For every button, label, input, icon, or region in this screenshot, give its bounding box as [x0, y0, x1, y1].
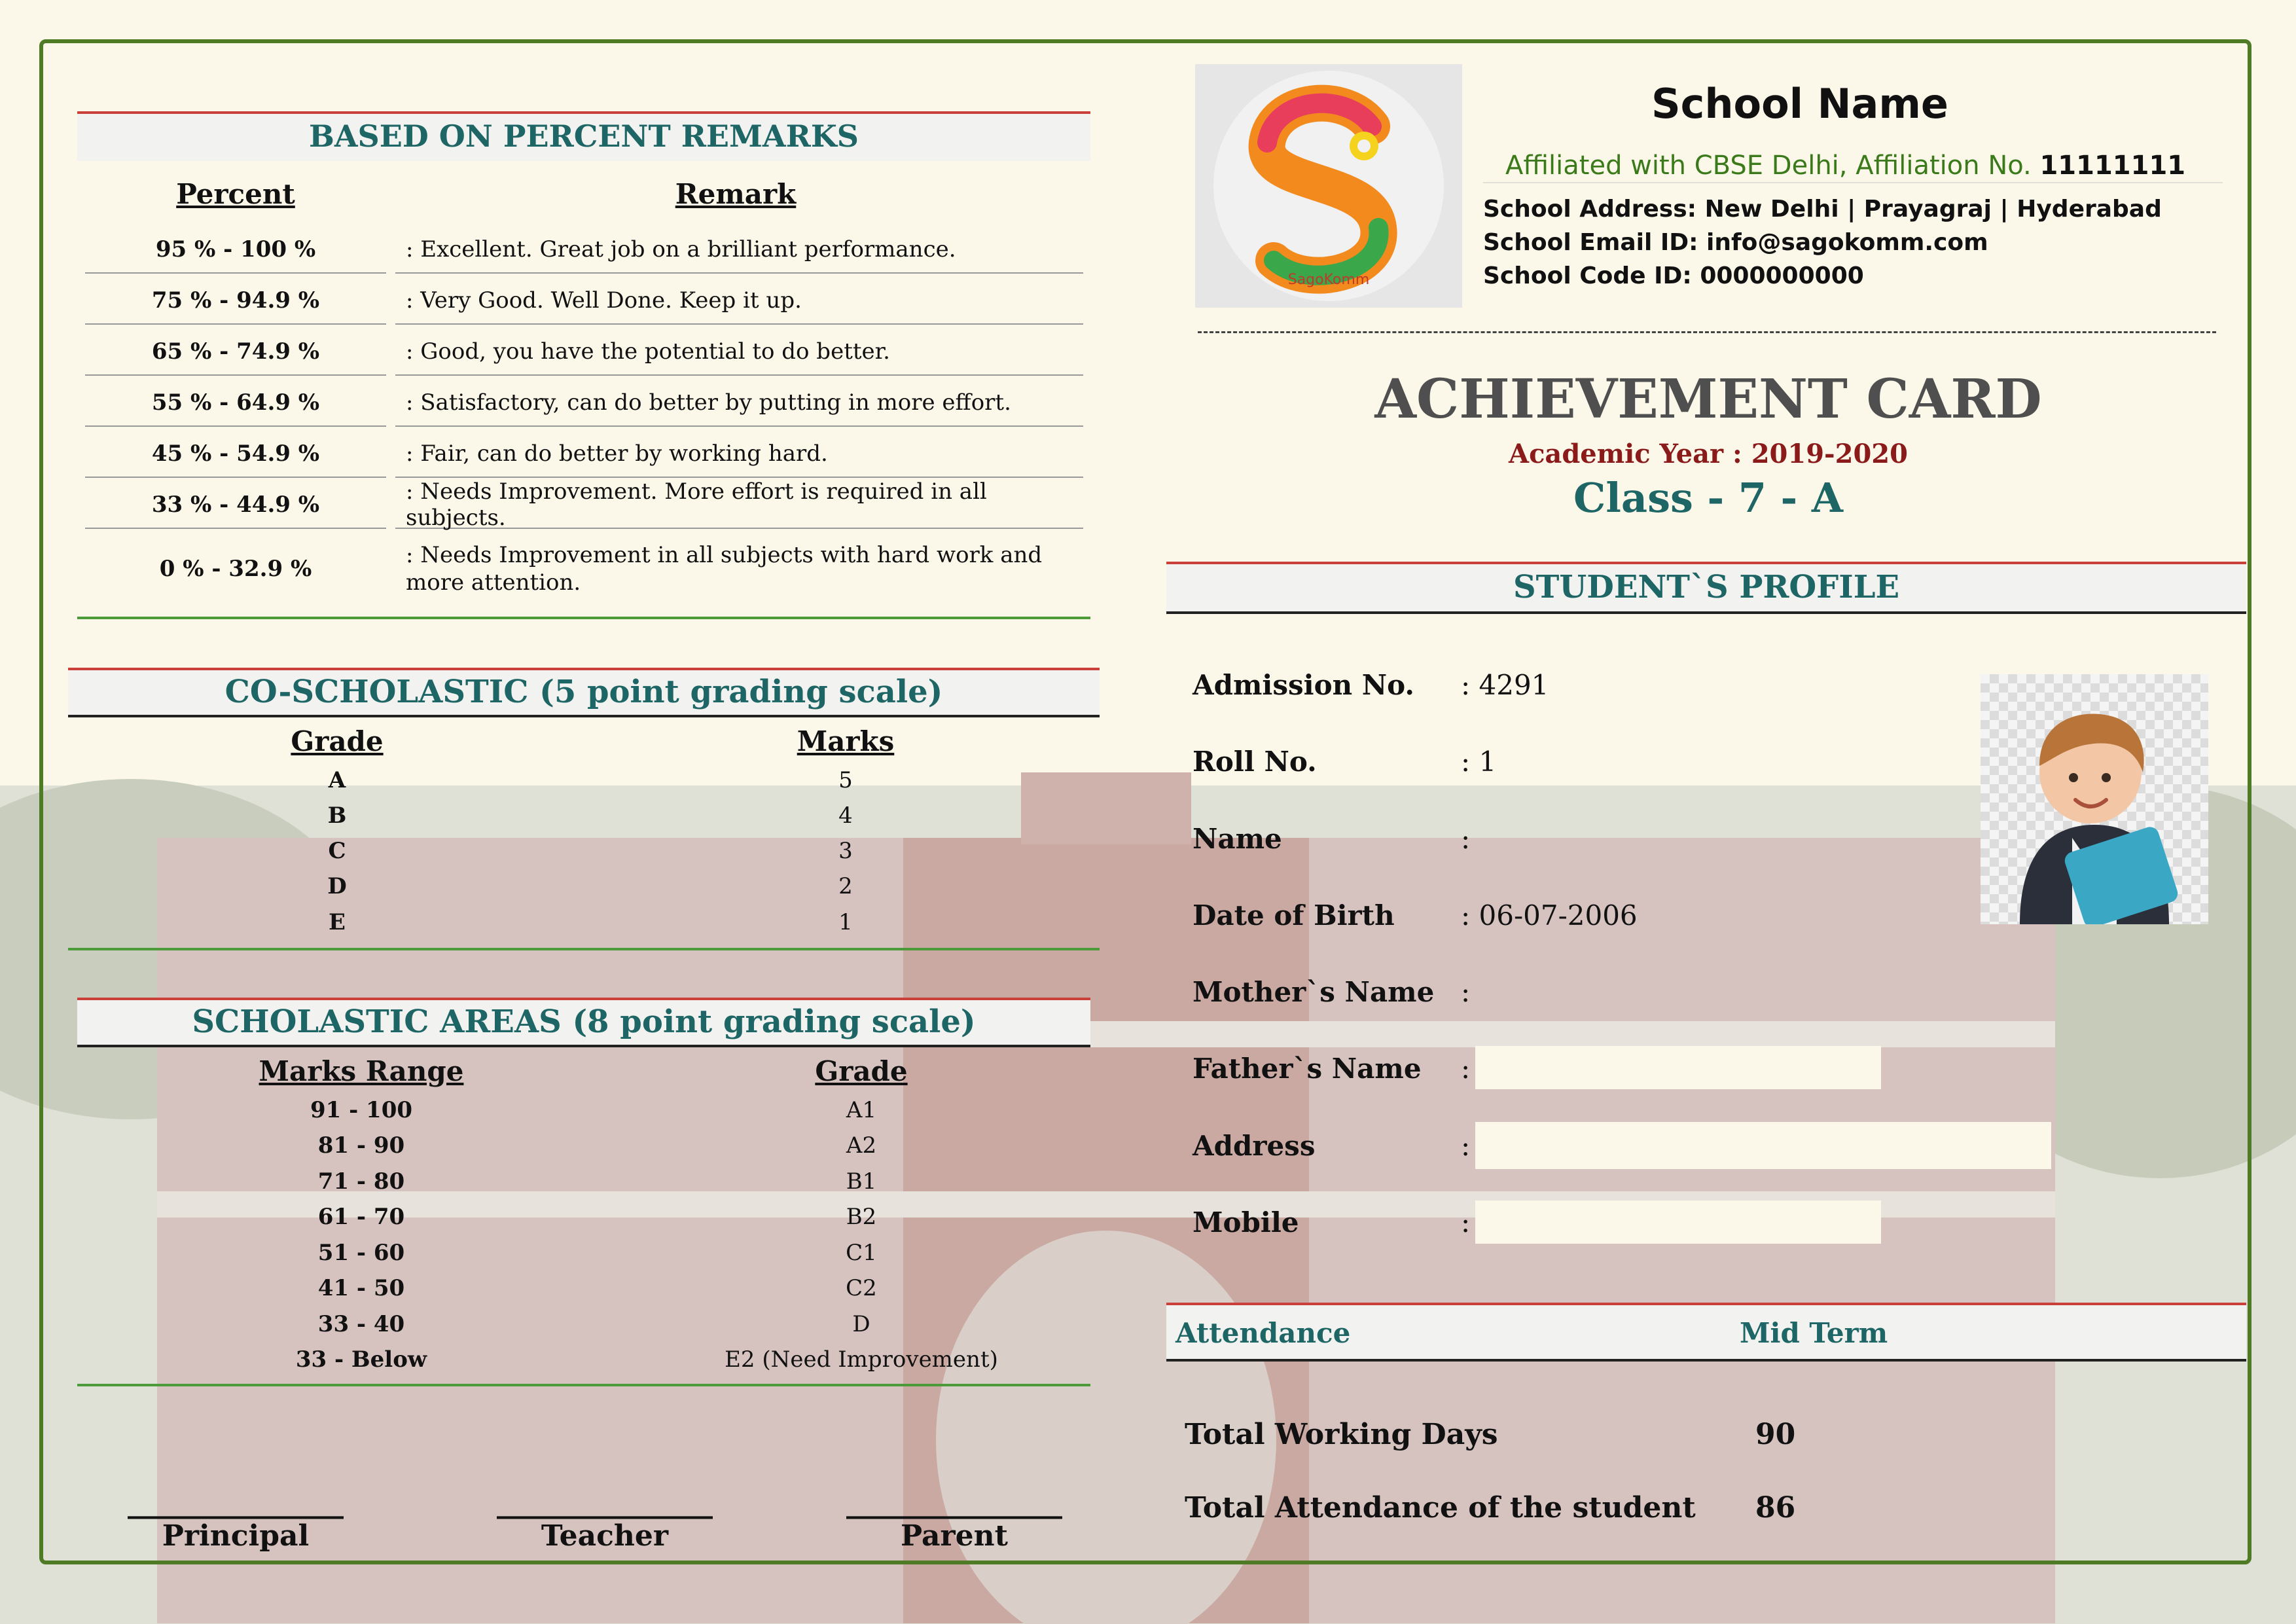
address-field[interactable] [1475, 1122, 2051, 1169]
percent-remarks-header: BASED ON PERCENT REMARKS [77, 111, 1090, 161]
grade-cell: D [852, 1311, 870, 1337]
co-scholastic-footer-rule [68, 948, 1100, 950]
remark-cell: : Needs Improvement. More effort is required in all subjects. [395, 482, 1083, 529]
mid-term-column-header: Mid Term [1740, 1317, 1888, 1349]
range-cell: 51 - 60 [317, 1240, 405, 1266]
teacher-label: Teacher [541, 1519, 669, 1553]
working-days-label: Total Working Days [1185, 1418, 1498, 1451]
school-code: School Code ID: 0000000000 [1483, 262, 1864, 289]
scholastic-header: SCHOLASTIC AREAS (8 point grading scale) [77, 998, 1090, 1047]
logo-text: SagoKomm [1287, 272, 1370, 288]
percent-cell: 75 % - 94.9 % [85, 278, 386, 325]
affiliation-rule [1483, 182, 2223, 183]
school-details [1483, 192, 2236, 293]
range-cell: 33 - 40 [317, 1311, 405, 1337]
profile-label: Date of Birth [1193, 899, 1395, 931]
range-cell: 41 - 50 [317, 1275, 405, 1301]
marks-cell: 5 [838, 767, 853, 793]
parent-label: Parent [901, 1519, 1008, 1553]
school-name: School Name [1651, 80, 1948, 128]
grade-cell: C2 [846, 1275, 877, 1301]
profile-label: Mother`s Name [1193, 976, 1435, 1008]
remark-cell: : Needs Improvement in all subjects with hard work and more attention. [406, 542, 1043, 596]
sagokomm-s-logo-icon [1195, 64, 1462, 308]
parent-signature [823, 1486, 1085, 1553]
percent-cell: 55 % - 64.9 % [85, 380, 386, 427]
percent-column-header: Percent [176, 178, 295, 210]
profile-label: Mobile [1193, 1206, 1299, 1238]
teacher-signature [474, 1486, 736, 1553]
attended-label: Total Attendance of the student [1185, 1491, 1696, 1525]
grade-cell: E [329, 909, 346, 935]
signature-line: _______________ [846, 1486, 1062, 1519]
school-email: School Email ID: info@sagokomm.com [1483, 229, 1988, 256]
grade-cell: A [328, 767, 346, 793]
mobile-field[interactable] [1475, 1200, 1881, 1244]
range-cell: 33 - Below [295, 1346, 427, 1373]
remark-cell: : Good, you have the potential to do better. [395, 329, 1083, 376]
grade-cell: B2 [846, 1204, 877, 1230]
profile-value: : [1461, 976, 1471, 1008]
percent-cell: 95 % - 100 % [85, 226, 386, 274]
working-days-value: 90 [1755, 1418, 1796, 1451]
father-name-field[interactable] [1475, 1046, 1881, 1089]
school-logo [1195, 64, 1462, 308]
percent-cell: 65 % - 74.9 % [85, 329, 386, 376]
grade-cell: A2 [846, 1132, 877, 1159]
grade-cell: D [327, 873, 347, 899]
signature-line: _______________ [128, 1486, 344, 1519]
attendance-header [1166, 1303, 2246, 1362]
marks-column-header: Marks [797, 725, 895, 757]
percent-remarks-footer-rule [77, 617, 1090, 619]
profile-value: : 4291 [1461, 669, 1549, 701]
grade-cell: B1 [846, 1168, 877, 1195]
profile-value: : [1461, 1206, 1471, 1238]
grade-cell: C1 [846, 1240, 877, 1266]
affiliation-prefix: Affiliated with CBSE Delhi, Affiliation No. [1505, 151, 2032, 181]
range-cell: 61 - 70 [317, 1204, 405, 1230]
remark-cell: : Excellent. Great job on a brilliant performance. [395, 226, 1083, 274]
percent-cell: 0 % - 32.9 % [159, 556, 312, 582]
grade-cell: A1 [846, 1097, 877, 1123]
academic-year: Academic Year : 2019-2020 [1509, 439, 1908, 469]
profile-value: : 1 [1461, 746, 1497, 778]
school-address: School Address: New Delhi | Prayagraj | Hyderabad [1483, 196, 2162, 223]
student-photo-icon [1981, 674, 2208, 924]
marks-cell: 1 [838, 909, 853, 935]
profile-label: Father`s Name [1193, 1053, 1422, 1085]
scholastic-footer-rule [77, 1384, 1090, 1386]
grade-cell: B [327, 803, 347, 829]
profile-value: : [1461, 1130, 1471, 1162]
marks-range-column-header: Marks Range [259, 1055, 464, 1087]
card-title: ACHIEVEMENT CARD [1374, 368, 2042, 431]
grade-cell: E2 (Need Improvement) [725, 1346, 998, 1373]
remark-cell: : Fair, can do better by working hard. [395, 431, 1083, 478]
percent-cell: 45 % - 54.9 % [85, 431, 386, 478]
range-cell: 71 - 80 [317, 1168, 405, 1195]
signature-line: _______________ [497, 1486, 713, 1519]
profile-value: : [1461, 1053, 1471, 1085]
principal-label: Principal [162, 1519, 310, 1553]
profile-label: Name [1193, 823, 1282, 855]
attendance-column-header: Attendance [1175, 1317, 1351, 1349]
marks-cell: 2 [838, 873, 853, 899]
co-scholastic-header: CO-SCHOLASTIC (5 point grading scale) [68, 668, 1100, 717]
grade-column-header: Grade [815, 1055, 908, 1087]
grade-cell: C [328, 838, 346, 864]
profile-label: Address [1193, 1130, 1316, 1162]
profile-value: : [1461, 823, 1471, 855]
profile-label: Roll No. [1193, 746, 1317, 778]
principal-signature [105, 1486, 367, 1553]
remark-cell: : Satisfactory, can do better by putting in more effort. [395, 380, 1083, 427]
range-cell: 81 - 90 [317, 1132, 405, 1159]
affiliation-number: 11111111 [2039, 151, 2186, 181]
profile-value: : 06-07-2006 [1461, 899, 1638, 931]
marks-cell: 3 [838, 838, 853, 864]
profile-label: Admission No. [1193, 669, 1415, 701]
remark-cell: : Very Good. Well Done. Keep it up. [395, 278, 1083, 325]
header-divider [1198, 331, 2216, 333]
marks-cell: 4 [838, 803, 853, 829]
student-profile-header: STUDENT`S PROFILE [1166, 562, 2246, 614]
student-photo [1981, 674, 2208, 924]
remark-column-header: Remark [675, 178, 797, 210]
range-cell: 91 - 100 [310, 1097, 413, 1123]
school-affiliation [1505, 151, 2225, 181]
grade-column-header: Grade [291, 725, 384, 757]
class-section: Class - 7 - A [1573, 474, 1843, 522]
attended-value: 86 [1755, 1491, 1796, 1525]
percent-cell: 33 % - 44.9 % [85, 482, 386, 529]
